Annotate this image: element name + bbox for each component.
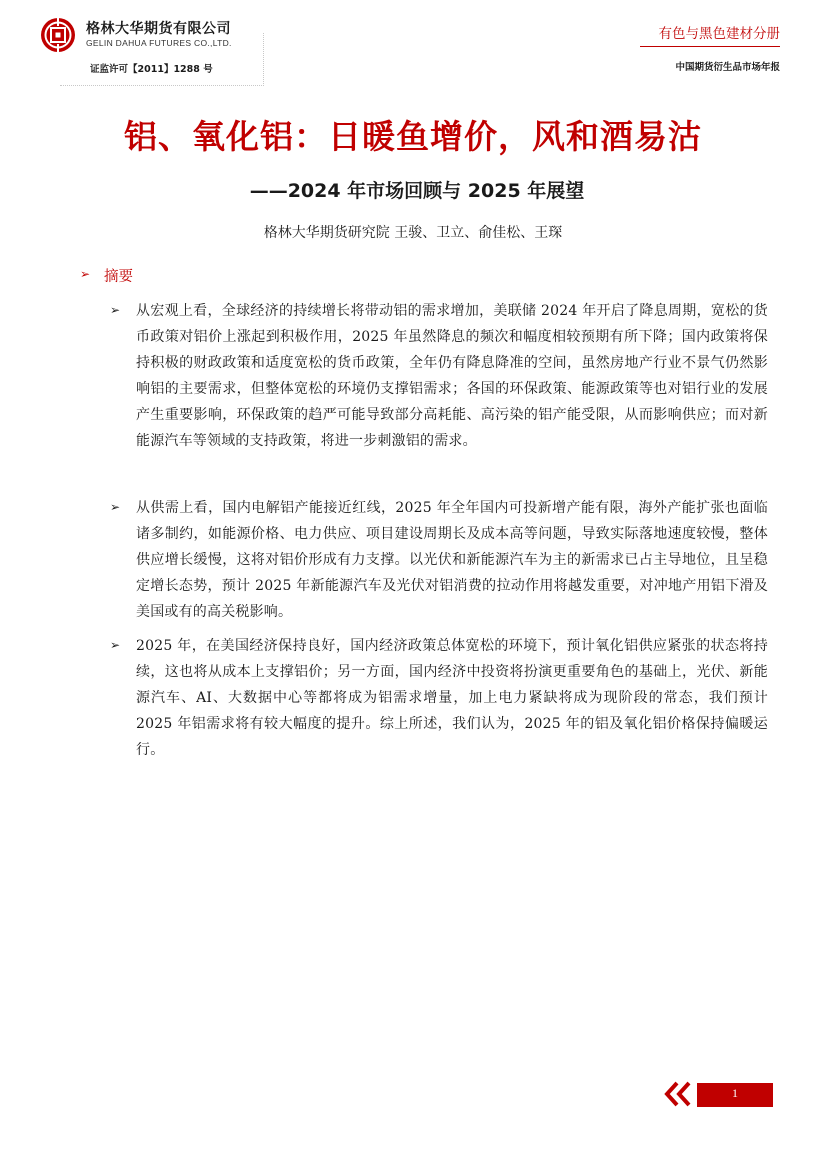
arrow-bullet-icon: ➢: [110, 638, 121, 652]
abstract-heading: 摘要: [104, 269, 133, 285]
company-name-cn: 格林大华期货有限公司: [86, 21, 231, 37]
page-title: 铝、氧化铝：日暖鱼增价，风和酒易沽: [124, 117, 702, 156]
abstract-paragraph: 2025 年，在美国经济保持良好，国内经济政策总体宽松的环境下，预计氧化铝供应紧张的状态将持续，这也将从成本上支撑铝价；另一方面，国内经济中投资将扮演更重要角色的基础上，光伏、新能源汽车、AI、大数据中心等都将成为铝需求增量，加上电力紧缺将成为现阶段的常态，我们预计 2025 年铝需求将有较大幅度的提升。综上所述，我们认为，2025 年的铝及氧化铝价格保持偏暖运行。: [136, 638, 768, 758]
report-type: 中国期货衍生品市场年报: [675, 62, 780, 73]
section-arrow-icon: ➢: [80, 267, 91, 281]
company-name-en: GELIN DAHUA FUTURES CO.,LTD.: [86, 38, 232, 48]
series-name: 有色与黑色建材分册: [658, 26, 780, 42]
double-chevron-left-icon: [663, 1080, 693, 1108]
abstract-paragraph: 从宏观上看，全球经济的持续增长将带动铝的需求增加，美联储 2024 年开启了降息周期，宽松的货币政策对铝价上涨起到积极作用，2025 年虽然降息的频次和幅度相较预期有所下降；国内政策将保持积极的财政政策和适度宽松的货币政策，全年仍有降息降准的空间，虽然房地产行业不景气仍然影响铝的主要需求，但整体宽松的环境仍支撑铝需求；各国的环保政策、能源政策等也对铝行业的发展产生重要影响，环保政策的趋严可能导致部分高耗能、高污染的铝产能受限，从而影响供应；而对新能源汽车等领域的支持政策，将进一步刺激铝的需求。: [136, 303, 768, 449]
header-rule: [640, 46, 780, 47]
page-number: 1: [732, 1086, 738, 1100]
license-number: 证监许可【2011】1288 号: [90, 64, 213, 75]
arrow-bullet-icon: ➢: [110, 303, 121, 317]
page-subtitle: ——2024 年市场回顾与 2025 年展望: [249, 180, 585, 202]
authors-line: 格林大华期货研究院 王骏、卫立、俞佳松、王琛: [263, 225, 563, 241]
abstract-paragraph: 从供需上看，国内电解铝产能接近红线，2025 年全年国内可投新增产能有限，海外产能扩张也面临诸多制约，如能源价格、电力供应、项目建设周期长及成本高等问题，导致实际落地速度较慢，整体供应增长缓慢，这将对铝价形成有力支撑。以光伏和新能源汽车为主的新需求已占主导地位，且呈稳定增长态势，预计 2025 年新能源汽车及光伏对铝消费的拉动作用将越发重要，对冲地产用铝下滑及美国或有的高关税影响。: [136, 500, 768, 620]
arrow-bullet-icon: ➢: [110, 500, 121, 514]
